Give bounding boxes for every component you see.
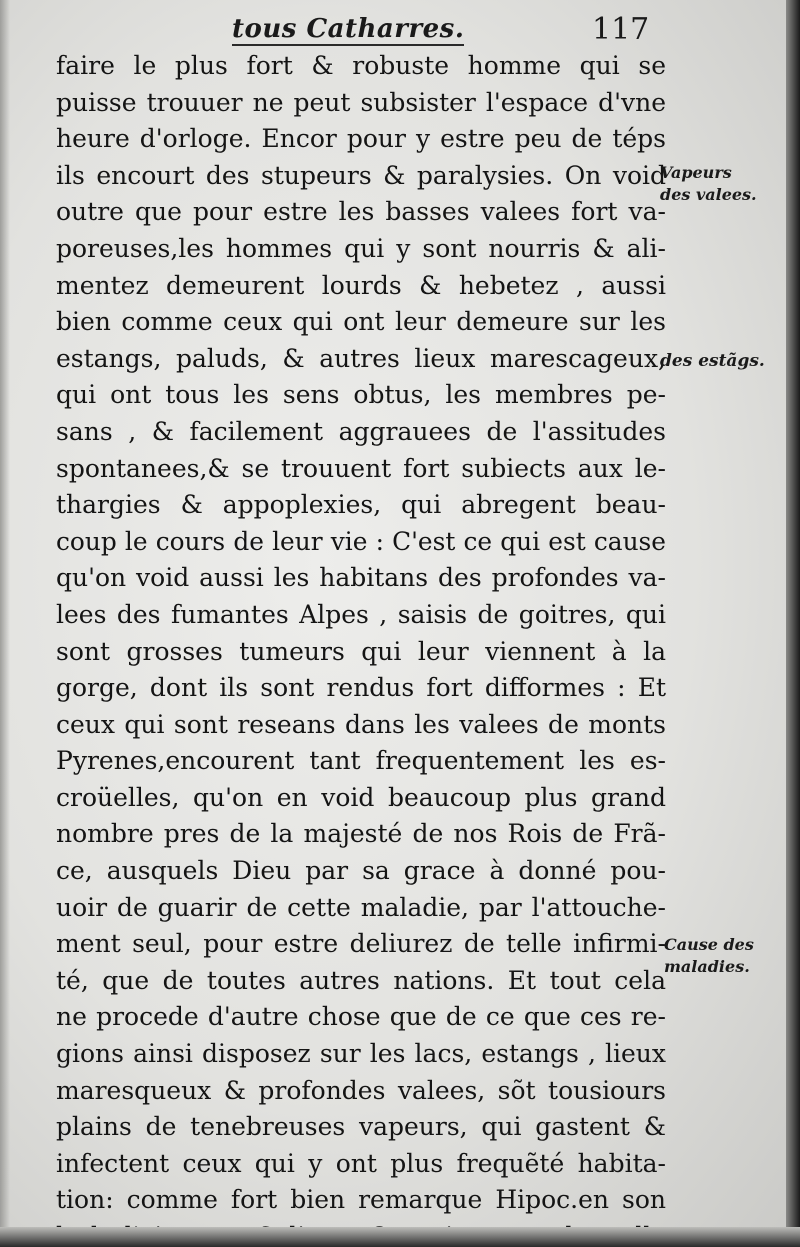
text-line: maresqueux & profondes valees, sõt tousiours (56, 1075, 666, 1105)
margin-note-line: des estãgs. (660, 351, 765, 371)
text-line: lees des fumantes Alpes , saisis de goitres, qui (56, 599, 666, 629)
text-line: estangs, paluds, & autres lieux marescageux, (56, 343, 666, 373)
text-line: mentez demeurent lourds & hebetez , aussi (56, 270, 666, 300)
text-line: tion: comme fort bien remarque Hipoc.en son (56, 1185, 666, 1215)
running-head-rule (232, 44, 464, 46)
text-line: qu'on void aussi les habitans des profondes va- (56, 563, 666, 593)
text-line: outre que pour estre les basses valees fort va- (56, 197, 666, 227)
margin-note-line: Vapeurs (660, 163, 732, 182)
text-line: gions ainsi disposez sur les lacs, estangs , lieux (56, 1039, 666, 1069)
text-line: ment seul, pour estre deliurez de telle infirmi- (56, 929, 666, 959)
text-line: thargies & appoplexies, qui abregent beau- (56, 490, 666, 520)
running-head (232, 14, 464, 44)
text-line: uoir de guarir de cette maladie, par l'attouche- (56, 892, 666, 922)
page-left-shadow (0, 0, 10, 1247)
margin-note-cause (664, 934, 754, 978)
margin-note-line: Cause des (664, 935, 754, 954)
text-line: sont grosses tumeurs qui leur viennent à la (56, 636, 666, 666)
text-line: ils encourt des stupeurs & paralysies. On void (56, 160, 666, 190)
text-line: gorge, dont ils sont rendus fort difformes : Et (56, 673, 666, 703)
page-bottom-edge (0, 1227, 800, 1247)
text-line: Pyrenes,encourent tant frequentement les es- (56, 746, 666, 776)
page-right-edge (786, 0, 800, 1247)
margin-note-vapeurs (660, 162, 757, 206)
text-line: ceux qui sont reseans dans les valees de monts (56, 709, 666, 739)
text-line: infectent ceux qui y ont plus frequẽté habita- (56, 1148, 666, 1178)
text-line: coup le cours de leur vie : C'est ce qui est cause (56, 526, 666, 556)
margin-note-estangs (660, 350, 765, 372)
margin-note-line: maladies. (664, 957, 750, 976)
text-line: plains de tenebreuses vapeurs, qui gastent & (56, 1112, 666, 1142)
text-line: ne procede d'autre chose que de ce que ces re- (56, 1002, 666, 1032)
text-line: ce, ausquels Dieu par sa grace à donné pou- (56, 856, 666, 886)
text-line: heure d'orloge. Encor pour y estre peu de téps (56, 124, 666, 154)
text-line: poreuses,les hommes qui y sont nourris & ali- (56, 233, 666, 263)
text-line: sans , & facilement aggrauees de l'assitudes (56, 416, 666, 446)
text-line: spontanees,& se trouuent fort subiects aux le- (56, 453, 666, 483)
text-line: nombre pres de la majesté de nos Rois de Frã- (56, 819, 666, 849)
text-line: puisse trouuer ne peut subsister l'espace d'vne (56, 87, 666, 117)
body-text (56, 48, 666, 1247)
text-line: qui ont tous les sens obtus, les membres pe- (56, 380, 666, 410)
text-line: croüelles, qu'on en void beaucoup plus grand (56, 782, 666, 812)
text-line: bien comme ceux qui ont leur demeure sur les (56, 307, 666, 337)
page-number: 117 (592, 12, 650, 47)
running-head-text: tous Catharres. (232, 14, 465, 44)
text-line: té, que de toutes autres nations. Et tout cela (56, 965, 666, 995)
text-line: faire le plus fort & robuste homme qui se (56, 51, 666, 80)
margin-note-line: des valees. (660, 185, 757, 204)
